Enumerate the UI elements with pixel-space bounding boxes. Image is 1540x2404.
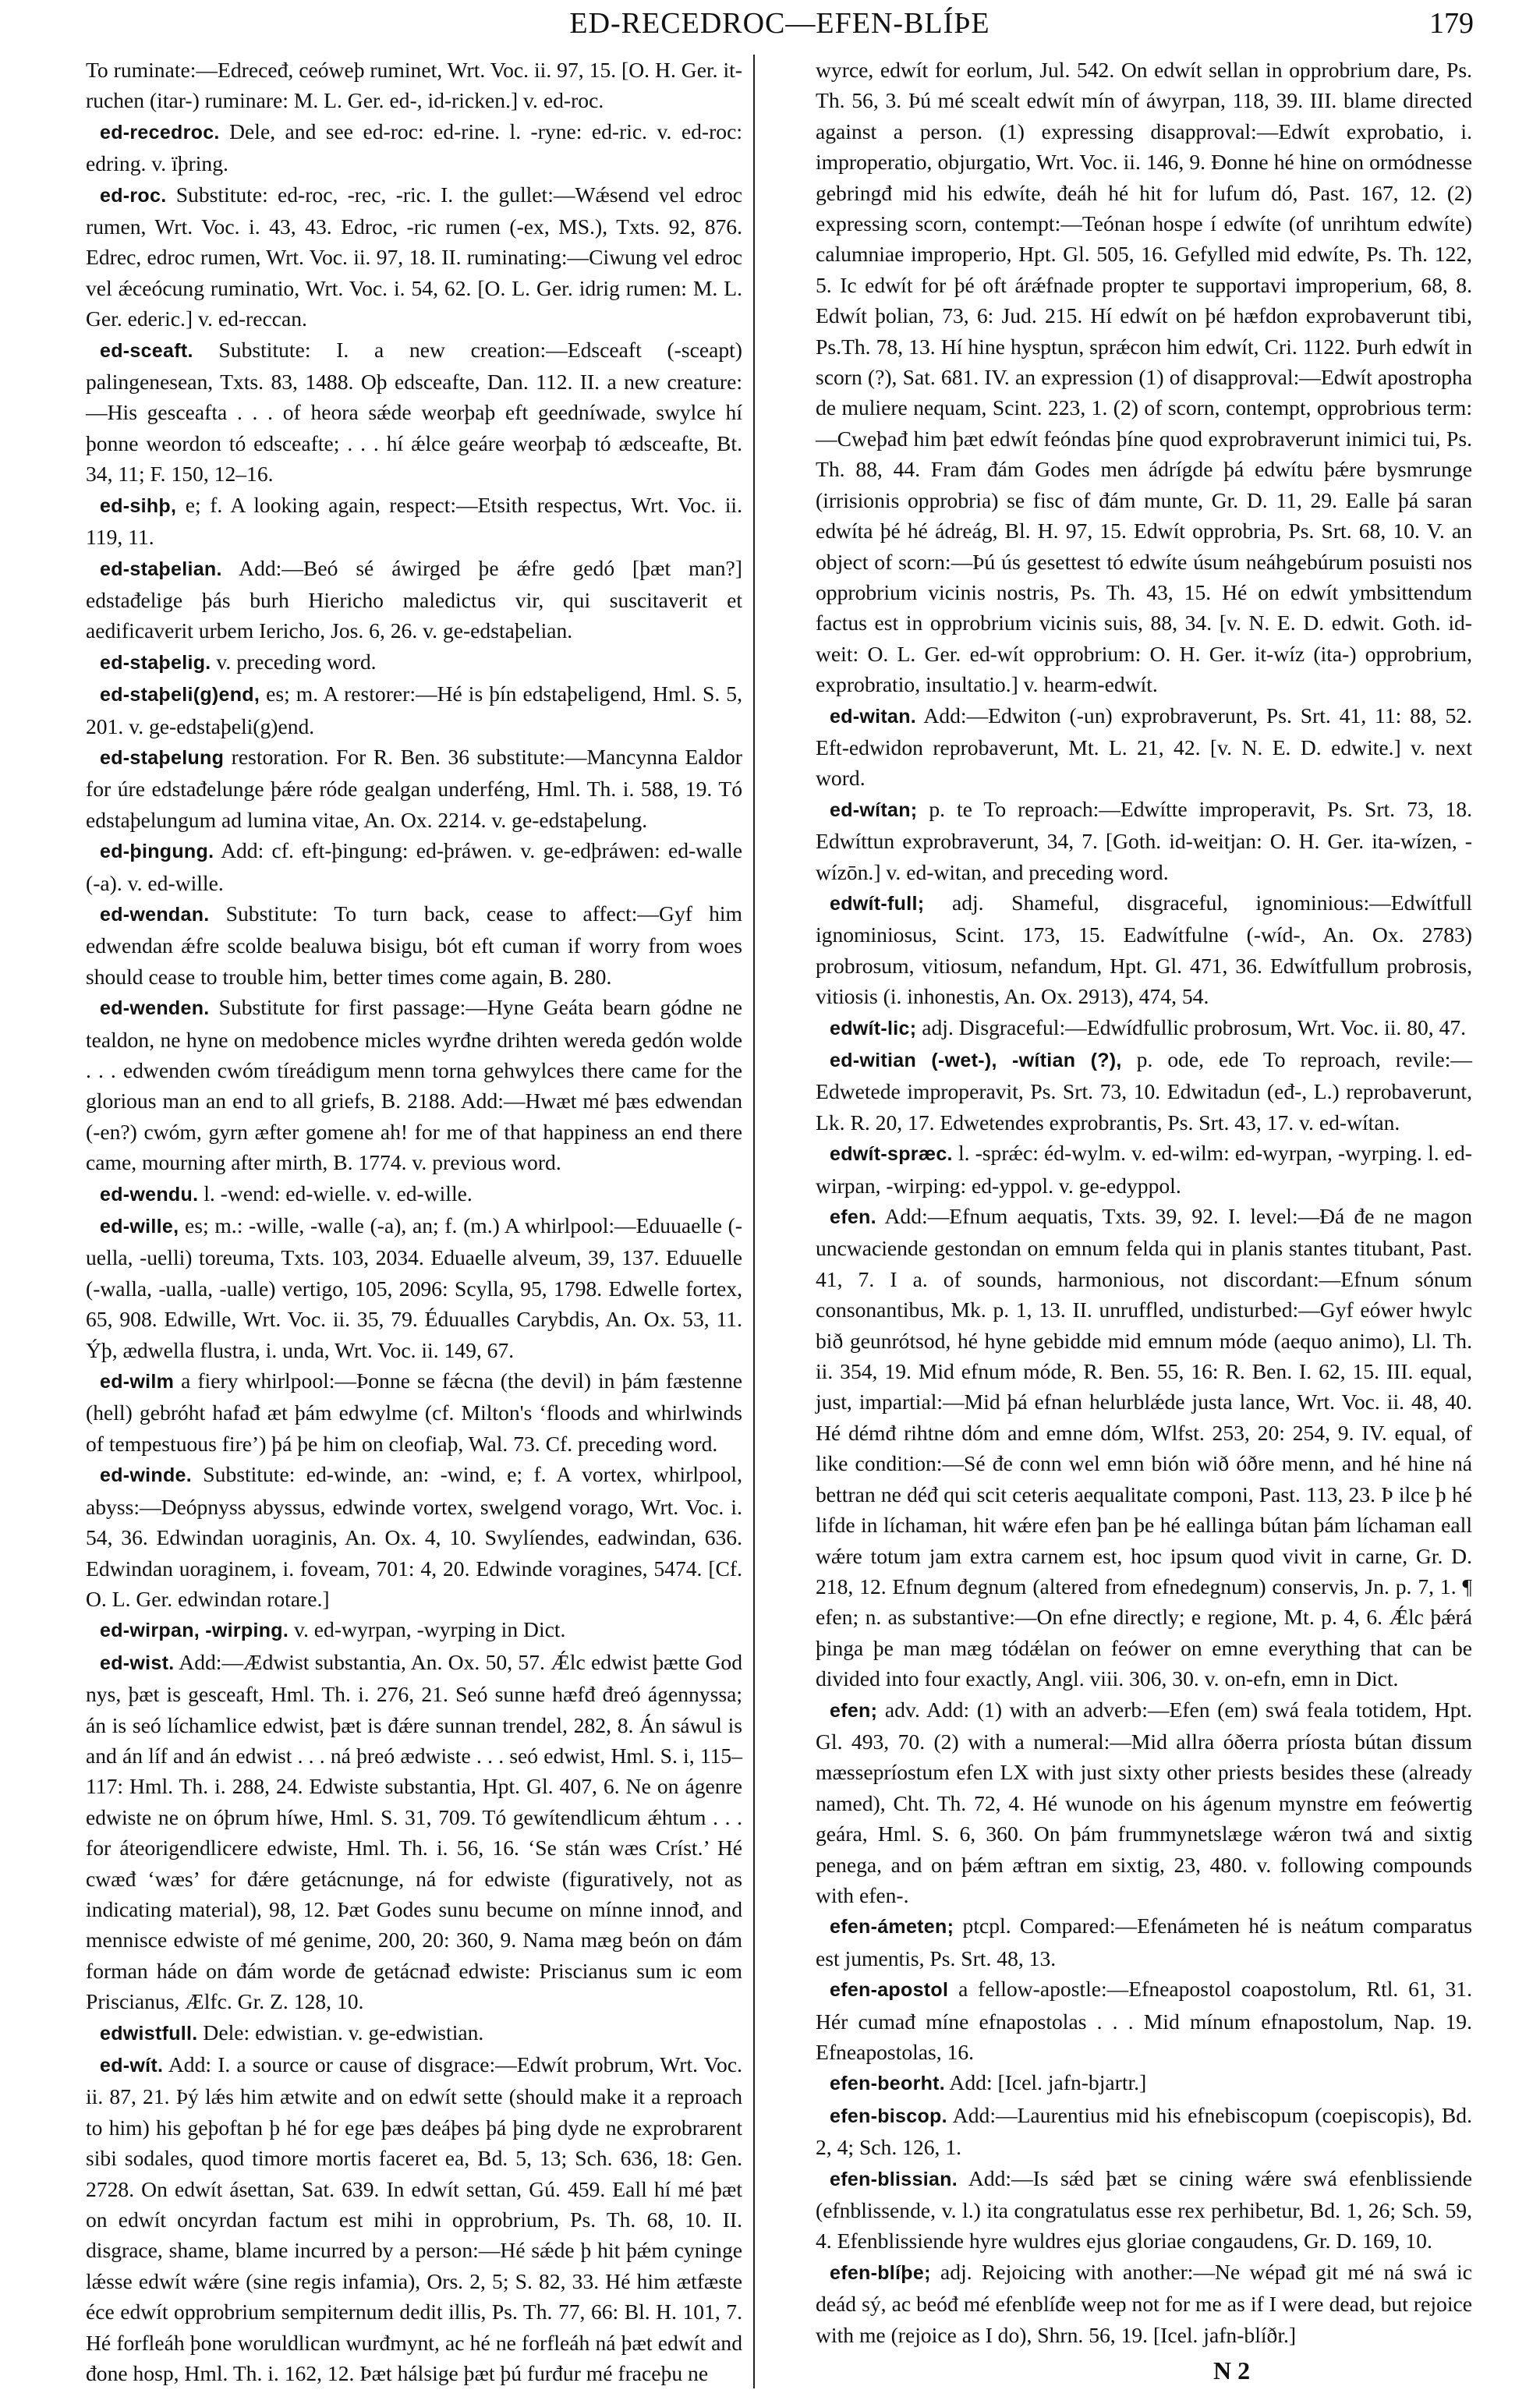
entry-text: Dele: edwistian. v. ge-edwistian. xyxy=(197,2020,484,2045)
dictionary-entry xyxy=(816,700,1472,794)
entry-headword: ed-wít. xyxy=(100,2055,164,2077)
dictionary-entry xyxy=(86,898,742,992)
entry-text: l. -wend: ed-wielle. v. ed-wille. xyxy=(198,1181,473,1206)
entry-text: adj. Shameful, disgraceful, ignominious:—Edwítfull ignominiosus, Scint. 173, 15. Eadwítfulne (-wíd-, An. Ox. 2783) probrosum, vitiosum, nefandum, Hpt. Gl. 471, 36. Edwítfullum probrosis, vitiosis (i. inhonestis, An. Ox. 2913), 474, 54. xyxy=(816,890,1472,1009)
dictionary-entry xyxy=(816,1910,1472,1974)
dictionary-entry xyxy=(86,55,742,116)
entry-text: To ruminate:—Edreceđ, ceóweþ ruminet, Wrt. Voc. ii. 97, 15. [O. H. Ger. it-ruchen (itar-) ruminare: M. L. Ger. ed-, id-ricken.] v. ed-roc. xyxy=(86,58,742,113)
dictionary-entry xyxy=(816,2257,1472,2350)
page-number: 179 xyxy=(1429,7,1474,40)
entry-headword: efen-biscop. xyxy=(830,2105,947,2127)
entry-headword: ed-witian (-wet-), -wítian (?), xyxy=(830,1050,1122,1071)
column-divider xyxy=(753,55,755,2388)
dictionary-entry xyxy=(86,835,742,898)
entry-text: p. ode, ede To reproach, revile:—Edwetede improperavit, Ps. Srt. 73, 10. Edwitadun (eđ-, L.) reprobaverunt, Lk. R. 20, 17. Edwetendes exprobrantis, Ps. Srt. 43, 17. v. ed-wítan. xyxy=(816,1047,1472,1135)
entry-text: p. te To reproach:—Edwítte improperavit, Ps. Srt. 73, 18. Edwíttun exprobraverunt, 34, 7. [Goth. id-weitjan: O. H. Ger. ita-wízen, -wízōn.] v. ed-witan, and preceding word. xyxy=(816,796,1472,884)
entry-headword: edwít-spræc. xyxy=(830,1143,953,1166)
entry-text: adj. Disgraceful:—Edwídfullic probrosum, Wrt. Voc. ii. 80, 47. xyxy=(916,1014,1467,1039)
entry-text: Add:—Efnum aequatis, Txts. 39, 92. I. level:—Đá đe ne magon uncwaciende gestondan on emnum felda qui in planis stantes titubant, Past. 41, 7. I a. of sounds, harmonious, not discordant:—Efnum sónum consonantibus, Mk. p. 1, 13. II. unruffled, undisturbed:—Gyf eówer hwylc bið geunrótsod, hé hyne gebidde mid emnum móde (aequo animo), Ll. Th. ii. 354, 19. Mid efnum móde, R. Ben. 55, 16: R. Ben. I. 62, 15. III. equal, just, impartial:—Mid þá efnan helurblǽde justa lance, Wrt. Voc. ii. 48, 40. Hé démđ rihtne dóm and emne dóm, Wlfst. 253, 20: 254, 9. IV. equal, of like condition:—Sé đe conn wel emn bión wið óðre menn, and hé hine ná bettran ne déđ qui scit ceteris aequalitate componi, Past. 113, 23. Þ ilce þ hé lifde in líchaman, hit wǽre efen þan þe hé eallinga bútan þám líchaman eall wǽre totum jam extra carnem est, hoc ipsum quod vivit in carne, Gr. D. 218, 12. Efnum đegnum (altered from efnedegnum) conservis, Jn. p. 7, 1. ¶ efen; n. as substantive:—On efne directly; e regione, Mt. p. 4, 6. Ǽlc þǽrá þinga þe man mæg tódǽlan on feówer on emne everything that can be divided into four exactly, Angl. viii. 306, 30. v. on-efn, emn in Dict. xyxy=(816,1204,1472,1691)
dictionary-entry xyxy=(816,1694,1472,1911)
page-header xyxy=(86,6,1474,45)
entry-headword: edwistfull. xyxy=(100,2022,198,2045)
entry-headword: efen. xyxy=(830,1206,876,1229)
entry-headword: ed-wenden. xyxy=(100,997,210,1020)
left-column xyxy=(86,55,742,2388)
entry-headword: ed-sihþ, xyxy=(100,494,177,517)
dictionary-entry xyxy=(86,179,742,335)
entry-text: Add:—Ædwist substantia, An. Ox. 50, 57. Ǽlc edwist þætte God nys, þæt is gesceaft, Hml. Th. i. 276, 21. Seó sunne hæfđ đreó ágennyssa; án is seó líchamlice edwist, þæt is đǽre sunnan trendel, 282, 8. Án sáwul is and án líf and án edwist . . . ná þreó ædwiste . . . seó edwist, Hml. S. i, 115–117: Hml. Th. i. 288, 24. Edwiste substantia, Hpt. Gl. 407, 6. Ne on ágenre edwiste ne on óþrum híwe, Hml. S. 31, 709. Tó gewítendlicum ǽhtum . . . for áteorigendlicere edwiste, Hml. Th. i. 56, 16. ‘Se stán wæs Críst.’ Hé cwæđ ‘wæs’ for đǽre getácnunge, ná for edwiste (figuratively, not as indicating material), 98, 12. Þæt Godes sunu becume on mínne innođ, and mennisce edwiste of mé genime, 200, 20: 360, 9. Nama mæg beón on đám forman háde on đám worde đe getácnađ edwiste: Priscianus sum ic eom Priscianus, Ælfc. Gr. Z. 128, 10. xyxy=(86,1649,742,2014)
entry-text: l. -sprǽc: éd-wylm. v. ed-wilm: ed-wyrpan, -wyrping. l. ed-wirpan, -wirping: ed-yppol. v. ge-edyppol. xyxy=(816,1141,1472,1198)
entry-headword: ed-sceaft. xyxy=(100,339,193,362)
dictionary-entry xyxy=(816,1012,1472,1044)
entry-headword: ed-wist. xyxy=(100,1652,175,1674)
entry-headword: ed-staþelung xyxy=(100,746,225,769)
dictionary-entry xyxy=(86,1178,742,1210)
right-column xyxy=(816,55,1472,2386)
entry-headword: ed-staþeli(g)end, xyxy=(100,684,260,706)
entry-headword: efen-ámeten; xyxy=(830,1916,954,1938)
entry-headword: efen-blíþe; xyxy=(830,2261,931,2284)
dictionary-entry xyxy=(86,678,742,742)
running-title: ED-RECEDROC—EFEN-BLÍÞE xyxy=(569,7,990,40)
entry-text: es; m. A restorer:—Hé is þín edstaþeligend, Hml. S. 5, 201. v. ge-edstaþeli(g)end. xyxy=(86,682,742,738)
entry-text: Substitute: ed-roc, -rec, -ric. I. the gullet:—Wǽsend vel edroc rumen, Wrt. Voc. i. 43, 43. Edroc, -ric rumen (-ex, MS.), Txts. 92, 876. Edrec, edroc rumen, Wrt. Voc. ii. 97, 18. II. ruminating:—Ciwung vel edroc vel ǽceócung ruminatio, Wrt. Voc. i. 54, 62. [O. L. Ger. idrig rumen: M. L. Ger. ederic.] v. ed-reccan. xyxy=(86,182,742,331)
dictionary-entry xyxy=(86,2017,742,2049)
dictionary-entry xyxy=(816,1138,1472,1201)
entry-text: Add:—Beó sé áwirged þe ǽfre gedó [þæt man?] edstađelige þás burh Hiericho maledictus vir, qui suscitaverit et aedificaverit urbem Iericho, Jos. 6, 26. v. ge-edstaþelian. xyxy=(86,555,742,643)
dictionary-entry xyxy=(86,646,742,678)
entry-text: e; f. A looking again, respect:—Etsith respectus, Wrt. Voc. ii. 119, 11. xyxy=(86,492,742,550)
entry-headword: ed-roc. xyxy=(100,184,167,207)
entry-text: Add:—Laurentius mid his efnebiscopum (coepiscopis), Bd. 2, 4; Sch. 126, 1. xyxy=(816,2102,1472,2160)
entry-headword: ed-wendan. xyxy=(100,903,210,926)
entry-text: Substitute: I. a new creation:—Edsceaft (-sceapt) palingenesean, Txts. 83, 1488. Oþ edsceafte, Dan. 112. II. a new creature:—His gesceafta . . . of heora sǽde weorþaþ eft geedníwade, swylce hí þonne weordon tó edsceafte; . . . hí ǽlce geáre weorþaþ tó ædsceafte, Bt. 34, 11; F. 150, 12–16. xyxy=(86,337,742,487)
entry-text: Add: cf. eft-þingung: ed-þráwen. v. ge-edþráwen: ed-walle (-a). v. ed-wille. xyxy=(86,838,742,895)
dictionary-entry xyxy=(816,2100,1472,2163)
entry-text: a fellow-apostle:—Efneapostol coapostolum, Rtl. 61, 31. Hér cumađ míne efnapostolas . . . Mid mínum efnapostolum, Nap. 19. Efneapostolas, 16. xyxy=(816,1977,1472,2064)
entry-headword: edwít-lic; xyxy=(830,1017,917,1039)
dictionary-entry xyxy=(86,992,742,1177)
entry-text: Substitute for first passage:—Hyne Geáta bearn gódne ne tealdon, ne hyne on medobence micles wyrđne drihten wereda gedón wolde . . . edwenden cwóm tíreádigum menn torna gehwylces there came for the glorious man an end to all griefs, B. 2188. Add:—Hwæt mé þæs edwendan (-en?) cwóm, gyrn æfter gomene ah! for me of that happiness an end there came, mourning after mirth, B. 1774. v. previous word. xyxy=(86,995,742,1175)
entry-headword: ed-staþelig. xyxy=(100,651,211,674)
entry-headword: ed-staþelian. xyxy=(100,558,222,580)
signature-mark: N 2 xyxy=(1213,2356,1251,2385)
entry-text: Add:—Edwiton (-un) exprobraverunt, Ps. Srt. 41, 11: 88, 52. Eft-edwidon reprobaverunt, Mt. L. 21, 42. [v. N. E. D. edwite.] v. next word. xyxy=(816,703,1472,791)
entry-text: Add: [Icel. jafn-bjartr.] xyxy=(945,2070,1147,2095)
dictionary-entry xyxy=(86,1647,742,2017)
entry-text: wyrce, edwít for eorlum, Jul. 542. On edwít sellan in opprobrium dare, Ps. Th. 56, 3. Þú mé scealt edwít mín of áwyrpan, 118, 39. III. blame directed against a person. (1) expressing disapproval:—Edwít exprobatio, i. improperatio, objurgatio, Wrt. Voc. ii. 146, 9. Đonne hé hine on ormódnesse gebringđ mid his edwíte, đeáh hé hit for lufum dó, Past. 167, 12. (2) expressing scorn, contempt:—Teónan hospe í edwíte (of unrihtum edwíte) calumniae improperio, Hpt. Gl. 505, 16. Gefylled mid edwíte, Ps. Th. 122, 5. Ic edwít for þé oft árǽfnade propter te supportavi improperium, 68, 8. Edwít þolian, 73, 6: Jud. 215. Hí edwít on þé hæfdon exprobaverunt tibi, Ps.Th. 78, 13. Hí hine hysptun, sprǽcon him edwít, Cri. 1122. Þurh edwít in scorn (?), Sat. 681. IV. an expression (1) of disapproval:—Edwít apostropha de muliere nequam, Scint. 223, 1. (2) of scorn, contempt, opprobrious term:—Cweþađ him þæt edwít feóndas þíne quod exprobraverunt inimici tui, Ps. Th. 88, 44. Fram đám Godes men ádrígde þá edwítu þǽre bysmrunge (irrisionis opprobria) se fisc of đám munte, Gr. D. 11, 29. Ealle þá saran edwíta þé hé ádreág, Bl. H. 97, 15. Edwít opprobria, Ps. Srt. 68, 10. V. an object of scorn:—Þú ús gesettest tó edwíte úsum neáhgebúrum posuisti nos opprobrium vicinis nostris, Ps. Th. 43, 15. Hé on edwít ymbsittendum factus est in opprobrium vicinis suis, 88, 34. [v. N. E. D. edwit. Goth. id-weit: O. L. Ger. ed-wít opprobrium: O. H. Ger. it-wíz (ita-) opprobrium, exprobratio, insultatio.] v. hearm-edwít. xyxy=(816,58,1472,697)
entry-text: Dele, and see ed-roc: ed-rine. l. -ryne: ed-ric. v. ed-roc: edring. v. ïþring. xyxy=(86,119,742,176)
entry-headword: ed-recedroc. xyxy=(100,121,220,143)
dictionary-entry xyxy=(816,794,1472,887)
dictionary-entry xyxy=(86,1459,742,1614)
entry-headword: efen-blissian. xyxy=(830,2168,958,2190)
dictionary-entry xyxy=(816,55,1472,700)
dictionary-entry xyxy=(86,335,742,490)
dictionary-entry xyxy=(86,742,742,835)
entry-text: Add:—Is sǽd þæt se cining wǽre swá efenblissiende (efnblissende, v. l.) ita congratulatus esse rex perhibetur, Bd. 1, 26; Sch. 59, 4. Efenblissiende hyre wuldres ejus gloriae congaudens, Gr. D. 169, 10. xyxy=(816,2165,1472,2254)
entry-headword: efen-beorht. xyxy=(830,2073,946,2095)
entry-text: Substitute: To turn back, cease to affect:—Gyf him edwendan ǽfre scolde bealuwa bisigu, bót eft cuman if worry from woes should cease to trouble him, better times come again, B. 280. xyxy=(86,901,742,989)
entry-text: restoration. For R. Ben. 36 substitute:—Mancynna Ealdor for úre edstađelunge þǽre róde gealgan underféng, Hml. Th. i. 588, 19. Tó edstaþelungum ad lumina vitae, An. Ox. 2214. v. ge-edstaþelung. xyxy=(86,744,742,832)
entry-headword: ed-wilm xyxy=(100,1371,175,1393)
entry-headword: ed-þingung. xyxy=(100,841,214,863)
entry-headword: ed-wítan; xyxy=(830,798,918,821)
dictionary-entry xyxy=(816,1201,1472,1694)
dictionary-entry xyxy=(86,1210,742,1365)
entry-text: adj. Rejoicing with another:—Ne wépađ git mé ná swá ic deád sý, ac beóđ mé efenblíđe weep not for me as if I were dead, but rejoice with me (rejoice as I do), Shrn. 56, 19. [Icel. jafn-blíðr.] xyxy=(816,2259,1472,2347)
entry-headword: ed-wille, xyxy=(100,1216,179,1238)
entry-headword: ed-winde. xyxy=(100,1464,192,1487)
entry-text: adv. Add: (1) with an adverb:—Efen (em) swá feala totidem, Hpt. Gl. 493, 70. (2) with a numeral:—Mid allra óðerra príosta bútan đissum mæssepríostum efen LX with just sixty other priests besides these (already named), Cht. Th. 72, 4. Hé wunode on his ágenum mynstre em feówertig geára, Hml. S. 6, 360. On þám frummynetslæge wǽron twá and sixtig penega, and on þǽm æftran em sixtig, 23, 480. v. following compounds with efen-. xyxy=(816,1697,1472,1907)
dictionary-entry xyxy=(816,1044,1472,1138)
entry-headword: ed-witan. xyxy=(830,705,917,728)
entry-headword: ed-wendu. xyxy=(100,1183,199,1206)
right-column-entries xyxy=(816,55,1472,2350)
entry-text: v. ed-wyrpan, -wyrping in Dict. xyxy=(289,1617,566,1642)
entry-headword: efen; xyxy=(830,1699,878,1722)
dictionary-entry xyxy=(816,887,1472,1012)
dictionary-entry xyxy=(816,1974,1472,2067)
entry-text: v. preceding word. xyxy=(211,649,377,674)
dictionary-entry xyxy=(86,1614,742,1646)
dictionary-entry xyxy=(86,2049,742,2388)
dictionary-entry xyxy=(816,2067,1472,2099)
dictionary-entry xyxy=(86,553,742,646)
dictionary-entry xyxy=(86,1365,742,1459)
dictionary-entry xyxy=(86,490,742,553)
entry-text: a fiery whirlpool:—Þonne se fǽcna (the devil) in þám fæstenne (hell) gebróht hafađ æt þám edwylme (cf. Milton's ‘floods and whirlwinds of tempestuous fire’) þá þe him on cleofiaþ, Wal. 73. Cf. preceding word. xyxy=(86,1368,742,1456)
entry-text: Add: I. a source or cause of disgrace:—Edwít probrum, Wrt. Voc. ii. 87, 21. Þý lǽs him ætwite and on edwít sette (should make it a reproach to him) his geþoftan þ hé for ege þæs deáþes þá þing dyde ne exprobrarent sibi sodales, quod timore mortis faceret ea, Bd. 5, 13; Sch. 636, 18: Gen. 2728. On edwít ásettan, Sat. 639. In edwít settan, Gú. 459. Eall hí mé þæt on edwít oncyrdan factum est mihi in opprobrium, Ps. Th. 68, 10. II. disgrace, shame, blame incurred by a person:—Hé sǽde þ hit þǽm cyninge lǽsse edwít wǽre (sine regis infamia), Ors. 2, 5; S. 82, 33. Hé him ætfæste éce edwít opprobrium sempiternum dedit illis, Ps. Th. 77, 66: Bl. H. 101, 7. Hé forfleáh þone woruldlican wurđmynt, ac hé ne forfleáh ná þæt edwít and đone hosp, Hml. Th. i. 162, 12. Þæt hálsige þæt þú furđur mé fraceþu ne xyxy=(86,2052,742,2386)
entry-headword: efen-apostol xyxy=(830,1979,949,2002)
dictionary-entry xyxy=(816,2163,1472,2257)
entry-text: ptcpl. Compared:—Efenámeten hé is neátum comparatus est jumentis, Ps. Srt. 48, 13. xyxy=(816,1914,1472,1970)
entry-headword: edwít-full; xyxy=(830,892,925,915)
entry-text: es; m.: -wille, -walle (-a), an; f. (m.) A whirlpool:—Eduuaelle (-uella, -uelli) toreuma, Txts. 103, 2034. Eduaelle alveum, 39, 137. Eduuelle (-walla, -ualla, -ualle) vertigo, 105, 2096: Scylla, 95, 1798. Edwelle fortex, 65, 908. Edwille, Wrt. Voc. ii. 35, 79. Éduualles Carybdis, An. Ox. 53, 11. Ýþ, ædwella flustra, i. unda, Wrt. Voc. ii. 149, 67. xyxy=(86,1213,742,1362)
entry-headword: ed-wirpan, -wirping. xyxy=(100,1620,289,1642)
entry-text: Substitute: ed-winde, an: -wind, e; f. A vortex, whirlpool, abyss:—Deópnyss abyssus, edwinde vortex, swelgend vorago, Wrt. Voc. i. 54, 36. Edwindan uoraginis, An. Ox. 4, 10. Swylíendes, eadwindan, 636. Edwindan uoraginem, i. foveam, 701: 4, 20. Edwinde voragines, 5474. [Cf. O. L. Ger. edwindan rotare.] xyxy=(86,1462,742,1611)
dictionary-entry xyxy=(86,116,742,179)
